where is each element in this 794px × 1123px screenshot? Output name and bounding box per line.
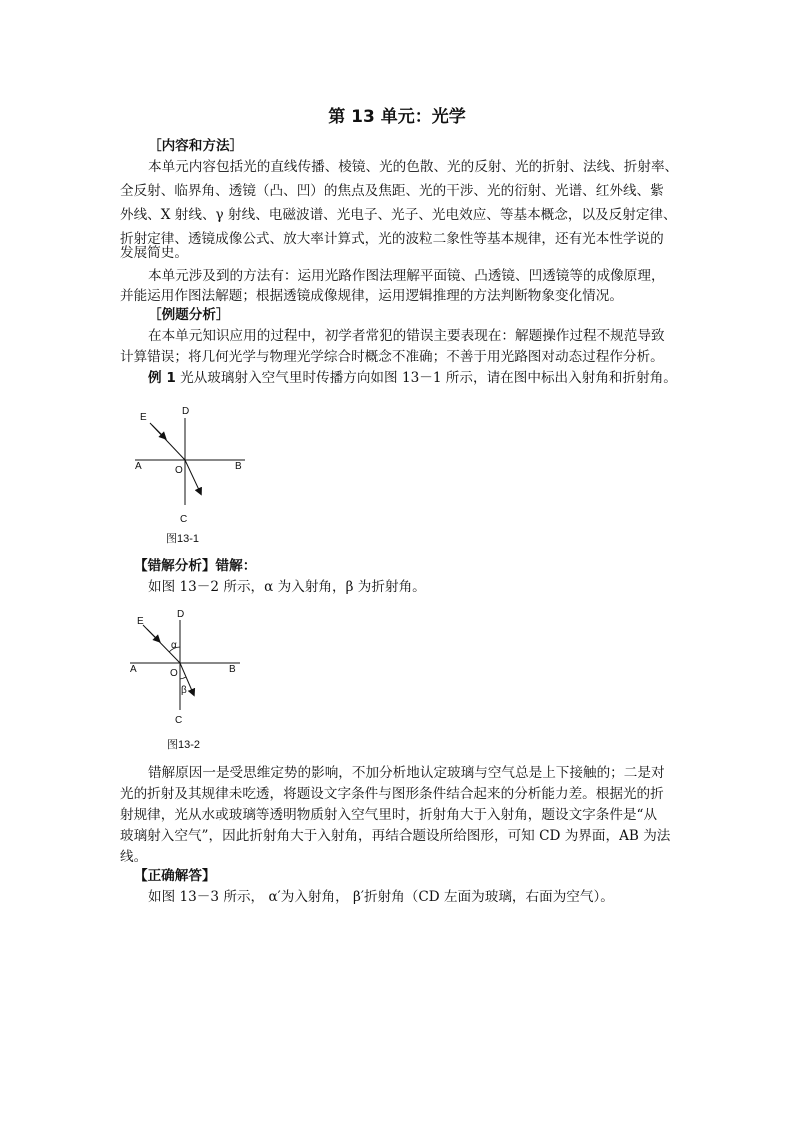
label-b: B	[229, 664, 236, 675]
refracted-ray	[185, 460, 200, 492]
label-c: C	[180, 514, 188, 525]
paragraph-line: 折射定律、透镜成像公式、放大率计算式，光的波粒二象性等基本规律，还有光本性学说的	[120, 231, 664, 247]
label-c: C	[175, 715, 183, 726]
section-heading-content-methods: ［内容和方法］	[148, 138, 244, 154]
paragraph-line: 全反射、临界角、透镜（凸、凹）的焦点及焦距、光的干涉、光的衍射、光谱、红外线、紫	[120, 183, 664, 199]
paragraph-line: 发展简史。	[120, 245, 188, 261]
figure-caption: 图13-1	[166, 533, 200, 545]
label-alpha: α	[171, 640, 177, 651]
paragraph-line: 本单元涉及到的方法有：运用光路作图法理解平面镜、凸透镜、凹透镜等的成像原理，	[148, 268, 665, 284]
label-beta: β	[181, 685, 187, 696]
beta-arc	[180, 677, 186, 679]
example-label: 例 1	[148, 370, 176, 386]
label-a: A	[135, 461, 142, 472]
paragraph-line: 玻璃射入空气”，因此折射角大于入射角，再结合题设所给图形，可知 CD 为界面，AB 为法	[120, 828, 671, 844]
label-o: O	[175, 465, 183, 476]
paragraph-line: 错解原因一是受思维定势的影响，不加分析地认定玻璃与空气总是上下接触的；二是对	[148, 765, 665, 781]
paragraph-line: 射规律，光从水或玻璃等透明物质射入空气里时，折射角大于入射角，题设文字条件是“从	[120, 807, 658, 823]
label-d: D	[177, 609, 185, 620]
paragraph-line: 如图 13－2 所示，α 为入射角，β 为折射角。	[148, 579, 426, 595]
paragraph-line: 外线、X 射线、γ 射线、电磁波谱、光电子、光子、光电效应、等基本概念，以及反射定律、	[120, 207, 677, 223]
label-o: O	[170, 668, 178, 679]
section-heading-error-analysis: 【错解分析】错解：	[134, 558, 257, 574]
paragraph-line: 并能运用作图法解题；根据透镜成像规律，运用逻辑推理的方法判断物象变化情况。	[120, 288, 623, 304]
incident-arrow	[152, 425, 164, 437]
section-heading-correct-answer: 【正确解答】	[134, 868, 216, 884]
label-a: A	[130, 664, 137, 675]
incident-arrow	[147, 629, 158, 640]
paragraph-line: 在本单元知识应用的过程中，初学者常犯的错误主要表现在：解题操作过程不规范导致	[148, 328, 665, 344]
page-title: 第 13 单元：光学	[328, 107, 466, 127]
example-text: 光从玻璃射入空气里时传播方向如图 13－1 所示，请在图中标出入射角和折射角。	[175, 370, 677, 386]
paragraph-line: 本单元内容包括光的直线传播、棱镜、光的色散、光的反射、光的折射、法线、折射率、	[148, 159, 679, 175]
paragraph-line: 计算错误；将几何光学与物理光学综合时概念不准确；不善于用光路图对动态过程作分析。	[120, 349, 664, 365]
figure-13-1	[130, 400, 255, 530]
paragraph-line: 如图 13－3 所示， α′为入射角， β′折射角（CD 左面为玻璃，右面为空气）。	[148, 889, 614, 905]
paragraph-line: 光的折射及其规律未吃透，将题设文字条件与图形条件结合起来的分析能力差。根据光的折	[120, 786, 664, 802]
example-1	[148, 368, 677, 388]
section-heading-examples: ［例题分析］	[148, 307, 230, 323]
figure-caption: 图13-2	[167, 739, 201, 751]
label-e: E	[140, 412, 147, 423]
label-b: B	[235, 461, 242, 472]
paragraph-line: 线。	[120, 849, 148, 865]
figure-13-2	[125, 605, 250, 730]
label-e: E	[137, 616, 144, 627]
label-d: D	[182, 406, 190, 417]
